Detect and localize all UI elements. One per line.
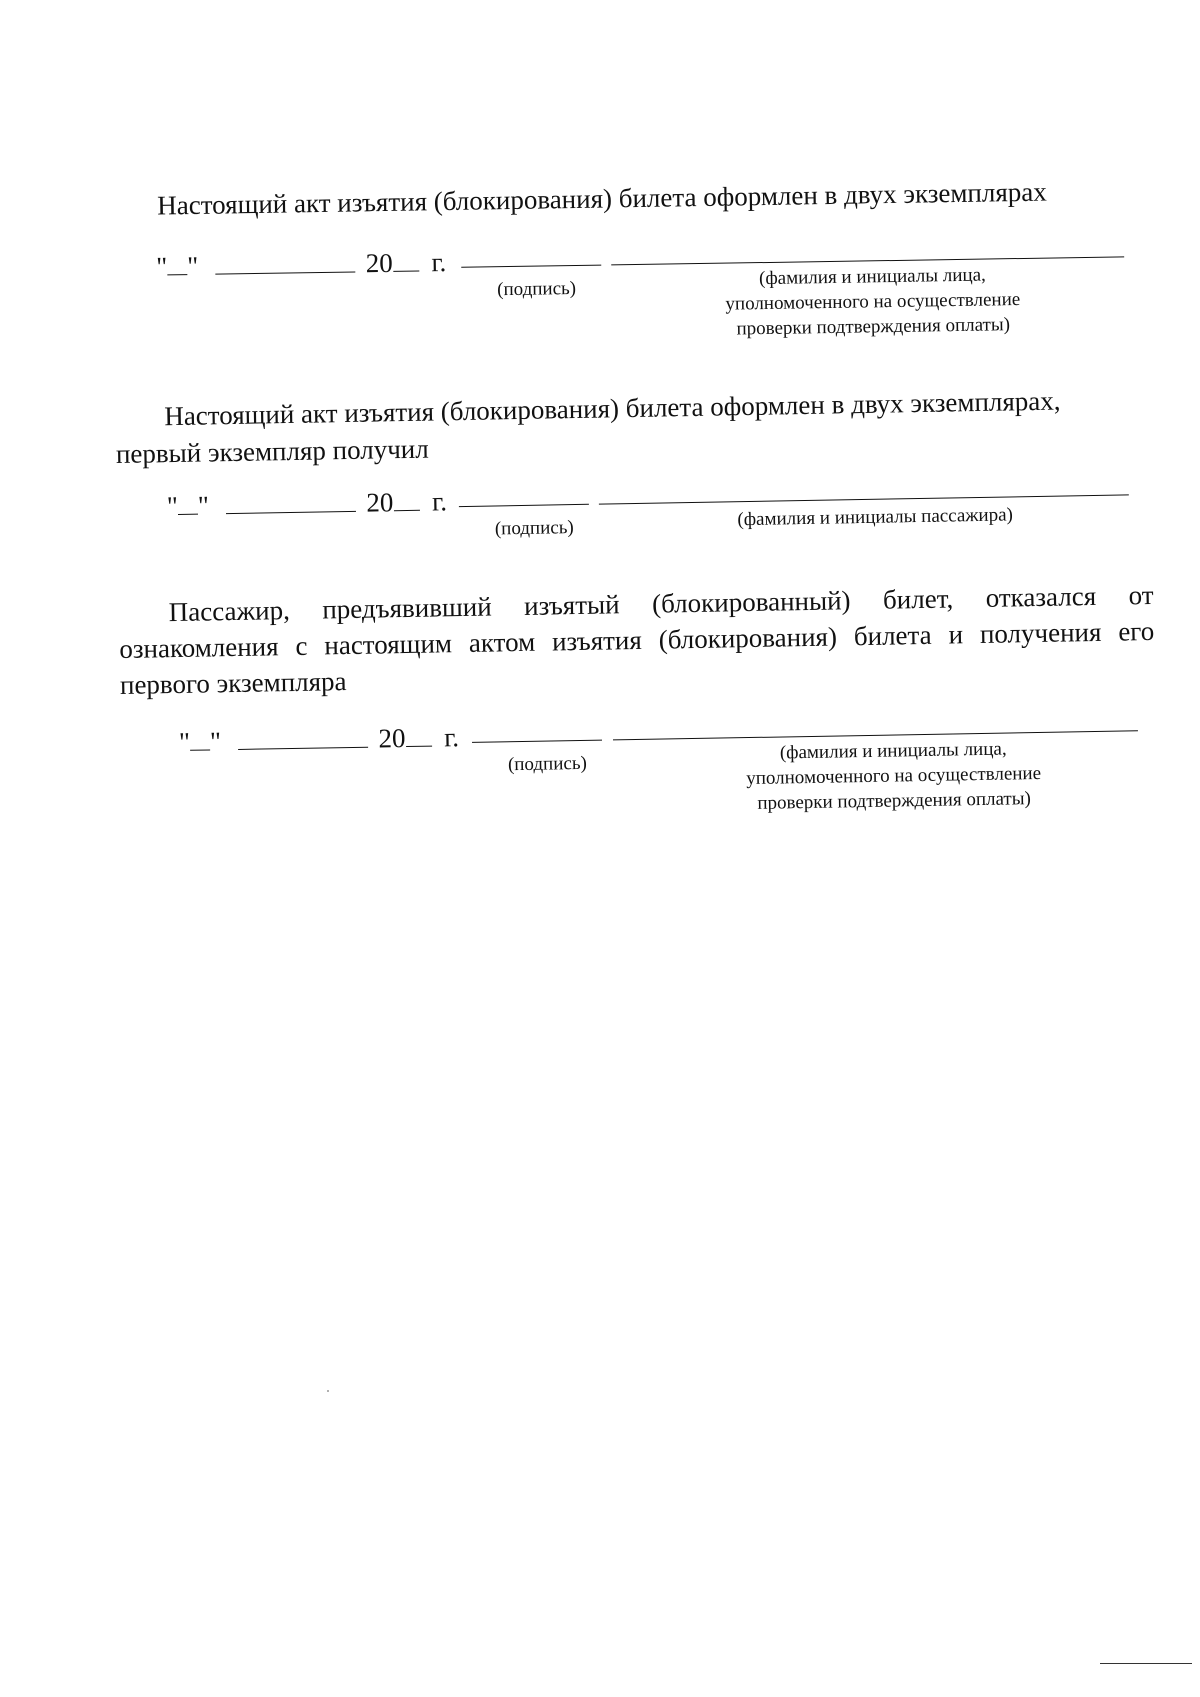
signature-line	[461, 265, 601, 268]
month-blank	[238, 725, 368, 750]
name-caption-line-2: уполномоченного на осуществление	[725, 289, 1021, 315]
date-open-quote: "	[166, 490, 179, 522]
corner-scan-mark	[1100, 1663, 1192, 1664]
year-suffix: г.	[443, 722, 460, 753]
year-blank	[393, 248, 419, 271]
name-caption	[703, 735, 1084, 817]
scan-speck	[327, 1390, 329, 1392]
name-caption-line-3: проверки подтверждения оплаты)	[757, 788, 1032, 814]
signature-caption: (подпись)	[494, 517, 574, 540]
section-3-paragraph-line-1: Пассажир, предъявивший изъятый (блокированный) билет, отказался от	[168, 579, 1154, 628]
section-2-date-line	[167, 486, 448, 521]
date-open-quote: "	[178, 726, 191, 757]
day-blank	[167, 252, 187, 275]
year-blank	[405, 724, 431, 747]
section-3-paragraph-line-2: ознакомления с настоящим актом изъятия (блокирования) билета и получения его	[119, 615, 1155, 665]
year-prefix: 20	[365, 247, 393, 279]
date-open-quote: "	[155, 251, 168, 282]
year-suffix: г.	[431, 247, 447, 278]
name-caption-line-3: проверки подтверждения оплаты)	[736, 314, 1011, 340]
signature-caption: (подпись)	[496, 277, 577, 301]
section-1-date-line	[156, 247, 447, 282]
section-3-date-line	[179, 722, 460, 757]
section-2-paragraph-line-2: первый экземпляр получил	[115, 433, 429, 470]
year-blank	[393, 488, 419, 511]
month-blank	[225, 489, 355, 514]
year-suffix: г.	[431, 486, 448, 517]
signature-line	[459, 504, 589, 507]
signature-caption: (подпись)	[507, 752, 588, 776]
month-blank	[215, 249, 355, 274]
date-close-quote: "	[209, 726, 222, 757]
name-caption-line-2: уполномоченного на осуществление	[746, 762, 1042, 790]
name-caption: (фамилия и инициалы пассажира)	[737, 504, 1014, 531]
day-blank	[178, 492, 198, 515]
name-caption-line-1: (фамилия и инициалы лица,	[779, 738, 1007, 764]
date-close-quote: "	[197, 490, 210, 521]
signature-line	[472, 740, 602, 743]
day-blank	[190, 727, 210, 750]
year-prefix: 20	[366, 487, 394, 518]
year-prefix: 20	[378, 723, 406, 754]
name-caption	[682, 261, 1063, 342]
section-3-paragraph-line-3: первого экземпляра	[119, 666, 347, 701]
section-1-paragraph: Настоящий акт изъятия (блокирования) билета оформлен в двух экземплярах	[157, 176, 1047, 221]
date-close-quote: "	[186, 250, 199, 282]
section-2-paragraph-line-1: Настоящий акт изъятия (блокирования) билета оформлен в двух экземплярах,	[164, 385, 1061, 432]
name-caption-line-1: (фамилия и инициалы лица,	[758, 264, 986, 290]
